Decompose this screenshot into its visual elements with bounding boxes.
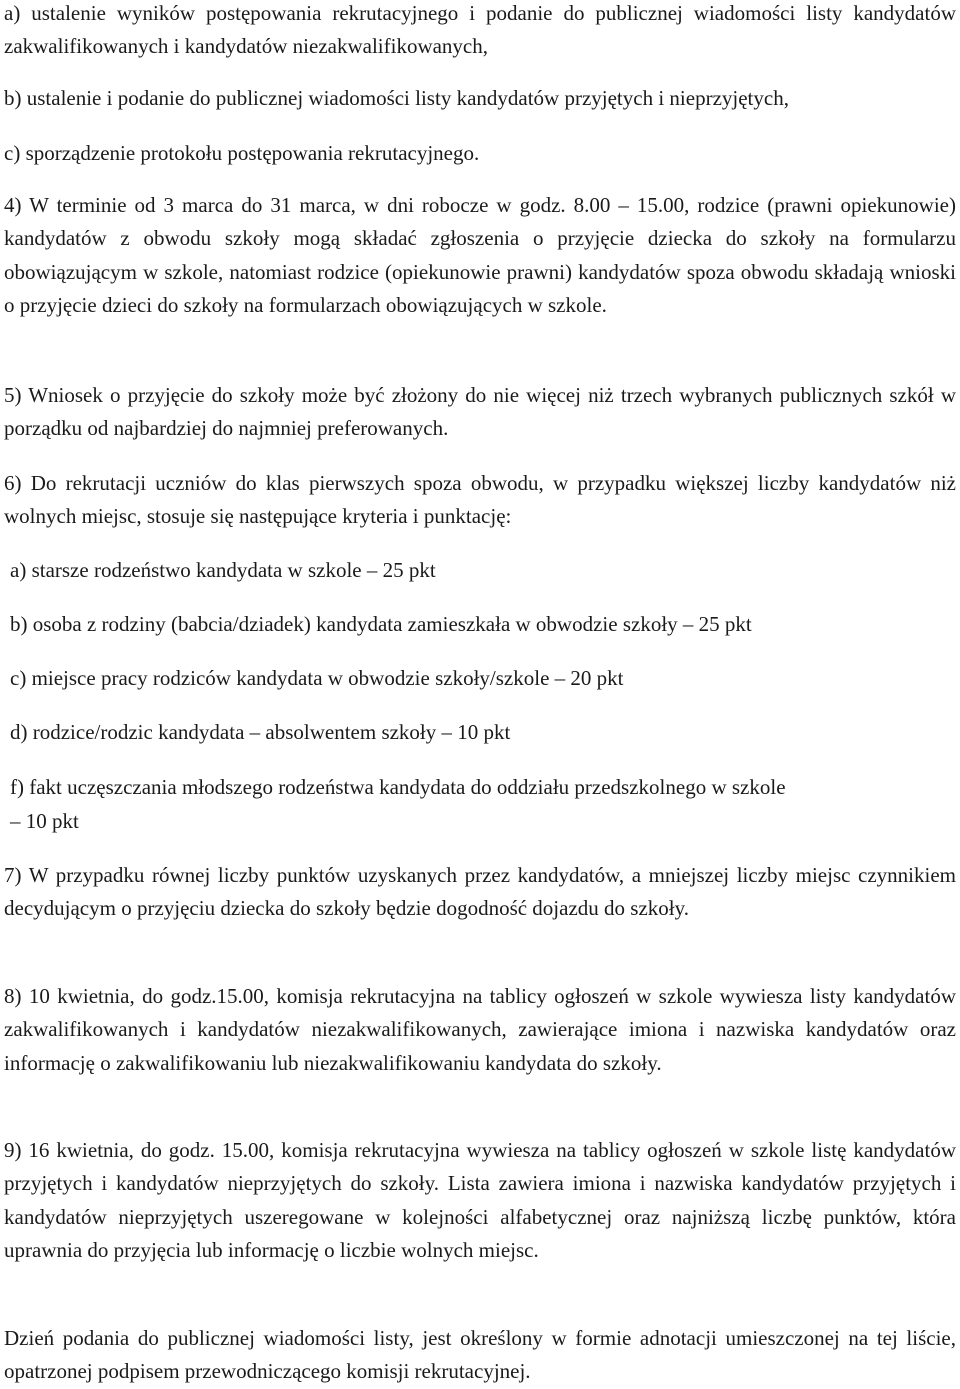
criterion-c: c) miejsce pracy rodziców kandydata w obwodzie szkoły/szkole – 20 pkt bbox=[10, 666, 624, 690]
item-a-paragraph: a) ustalenie wyników postępowania rekrutacyjnego i podanie do publicznej wiadomości listy kandydatów zakwalifikowanych i kandydatów niezakwalifikowanych, bbox=[4, 1, 956, 59]
point-6-paragraph: 6) Do rekrutacji uczniów do klas pierwszych spoza obwodu, w przypadku większej liczby kandydatów niż wolnych miejsc, stosuje się następujące kryteria i punktację: bbox=[4, 471, 956, 529]
point-4-paragraph: 4) W terminie od 3 marca do 31 marca, w dni robocze w godz. 8.00 – 15.00, rodzice (prawni opiekunowie) kandydatów z obwodu szkoły mogą składać zgłoszenia o przyjęcie dziecka do szkoły na formularzu obowiązującym w szkole, natomiast rodzice (opiekunowie prawni) kandydatów spoza obwodu składają wnioski o przyjęcie dzieci do szkoły na formularzach obowiązujących w szkole. bbox=[4, 193, 956, 317]
criterion-d: d) rodzice/rodzic kandydata – absolwentem szkoły – 10 pkt bbox=[10, 720, 511, 744]
point-9-paragraph: 9) 16 kwietnia, do godz. 15.00, komisja rekrutacyjna wywiesza na tablicy ogłoszeń w szkole listę kandydatów przyjętych i kandydatów nieprzyjętych do szkoły. Lista zawiera imiona i nazwiska kandydatów przyjętych i kandydatów nieprzyjętych uszeregowane w kolejności alfabetycznej oraz najniższą liczbę punktów, która uprawnia do przyjęcia lub informację o liczbie wolnych miejsc. bbox=[4, 1138, 956, 1262]
point-5-paragraph: 5) Wniosek o przyjęcie do szkoły może być złożony do nie więcej niż trzech wybranych publicznych szkół w porządku od najbardziej do najmniej preferowanych. bbox=[4, 383, 956, 441]
item-b-paragraph: b) ustalenie i podanie do publicznej wiadomości listy kandydatów przyjętych i nieprzyjętych, bbox=[4, 86, 789, 110]
point-7-paragraph: 7) W przypadku równej liczby punktów uzyskanych przez kandydatów, a mniejszej liczby miejsc czynnikiem decydującym o przyjęciu dziecka do szkoły będzie dogodność dojazdu do szkoły. bbox=[4, 863, 956, 921]
announcement-date-paragraph: Dzień podania do publicznej wiadomości listy, jest określony w formie adnotacji umieszczonej na tej liście, opatrzonej podpisem przewodniczącego komisji rekrutacyjnej. bbox=[4, 1326, 956, 1384]
item-c-paragraph: c) sporządzenie protokołu postępowania rekrutacyjnego. bbox=[4, 141, 480, 165]
criterion-a: a) starsze rodzeństwo kandydata w szkole – 25 pkt bbox=[10, 558, 436, 582]
criterion-f-line1: f) fakt uczęszczania młodszego rodzeństwa kandydata do oddziału przedszkolnego w szkole bbox=[10, 775, 786, 799]
criterion-b: b) osoba z rodziny (babcia/dziadek) kandydata zamieszkała w obwodzie szkoły – 25 pkt bbox=[10, 612, 752, 636]
point-8-paragraph: 8) 10 kwietnia, do godz.15.00, komisja rekrutacyjna na tablicy ogłoszeń w szkole wywiesza listy kandydatów zakwalifikowanych i kandydatów niezakwalifikowanych, zawierające imiona i nazwiska kandydatów oraz informację o zakwalifikowaniu lub niezakwalifikowaniu kandydata do szkoły. bbox=[4, 984, 956, 1075]
criterion-f-line2: – 10 pkt bbox=[10, 809, 79, 833]
